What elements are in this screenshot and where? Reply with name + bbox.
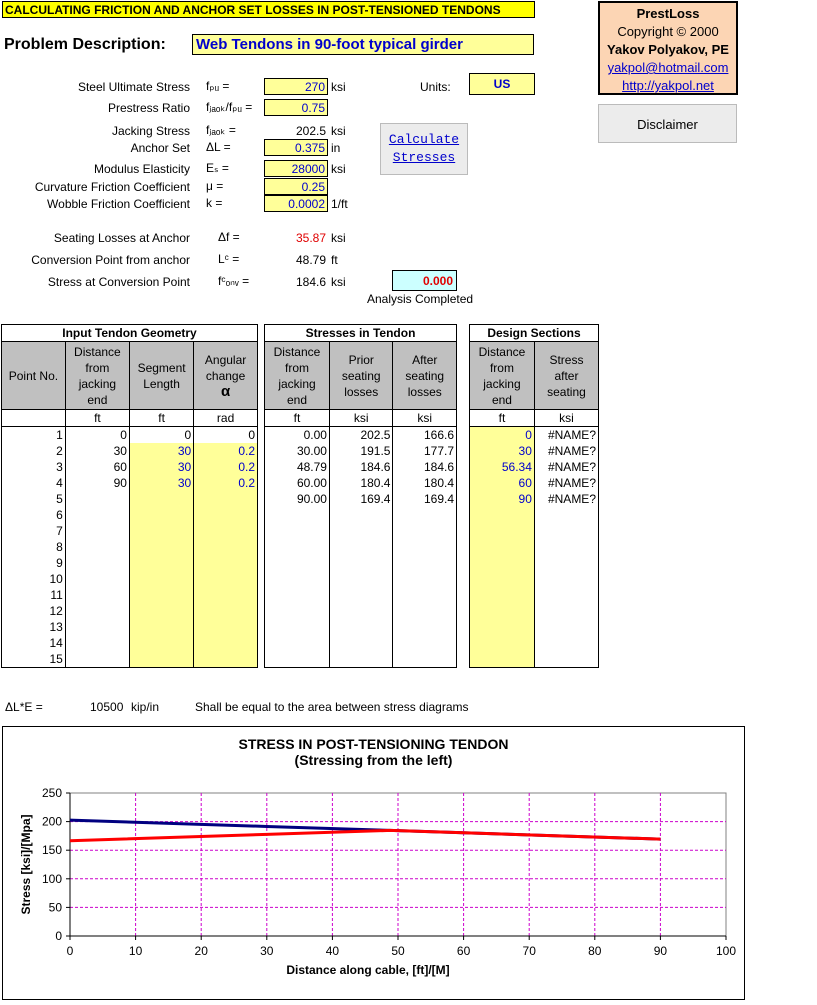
table-cell: 10 [2, 571, 66, 587]
result-label: Conversion Point from anchor [31, 253, 190, 267]
result-value: 184.6 [295, 275, 326, 289]
y-axis-label: Stress [ksi]/[Mpa] [19, 814, 33, 915]
table-cell [329, 555, 393, 571]
x-axis-label: Distance along cable, [ft]/[M] [286, 963, 450, 977]
table-cell[interactable] [129, 635, 193, 651]
table-cell: 3 [2, 459, 66, 475]
table-row [265, 523, 457, 539]
input-label: Steel Ultimate Stress [77, 80, 190, 94]
table-cell[interactable]: 0.2 [194, 475, 258, 491]
table-cell [329, 619, 393, 635]
units-select[interactable]: US [469, 73, 535, 95]
table-cell [265, 619, 330, 635]
table-cell: #NAME? [534, 443, 598, 459]
column-header-text: Distance from jacking end [74, 344, 121, 407]
chart-title: STRESS IN POST-TENSIONING TENDON [238, 736, 509, 752]
table-cell[interactable] [129, 491, 193, 507]
table-cell[interactable] [129, 539, 193, 555]
table-row [2, 475, 258, 491]
table-cell[interactable]: 0.2 [194, 443, 258, 459]
table-cell [393, 651, 457, 668]
column-header [2, 342, 66, 410]
table-header: Input Tendon Geometry [2, 325, 258, 342]
table-cell[interactable] [194, 651, 258, 668]
chart-subtitle: (Stressing from the left) [294, 752, 453, 768]
table-cell [329, 523, 393, 539]
input-label: Anchor Set [130, 141, 190, 155]
table-cell [65, 619, 129, 635]
table-cell [265, 507, 330, 523]
table-cell [65, 539, 129, 555]
table-cell[interactable]: 60 [470, 475, 535, 491]
app-name: PrestLoss [636, 6, 700, 21]
result-label: Seating Losses at Anchor [53, 231, 190, 245]
table-cell[interactable] [129, 571, 193, 587]
column-header-text: Angular change [204, 352, 247, 383]
input-symbol: k = [206, 196, 223, 210]
table-cell[interactable] [470, 539, 535, 555]
table-row [2, 651, 258, 668]
table-cell[interactable]: 0 [194, 427, 258, 444]
anchor-energy-value: 10500 [90, 700, 124, 714]
table-cell [329, 571, 393, 587]
table-cell: 4 [2, 475, 66, 491]
table-cell [65, 507, 129, 523]
x-tick-label: 90 [653, 944, 668, 958]
table-cell [265, 555, 330, 571]
table-cell: 90.00 [265, 491, 330, 507]
y-tick-label: 250 [41, 786, 62, 800]
table-row [265, 475, 457, 491]
table-cell: 30.00 [265, 443, 330, 459]
email-link[interactable]: yakpol@hotmail.com [607, 60, 729, 75]
y-tick-label: 150 [41, 843, 62, 858]
input-symbol: μ = [206, 179, 224, 193]
column-header [65, 342, 129, 410]
table-row [2, 443, 258, 459]
area-check-value: 0.000 [392, 270, 457, 291]
table-row [470, 523, 599, 539]
table-cell[interactable] [129, 523, 193, 539]
x-tick-label: 50 [391, 944, 405, 958]
input-value-field[interactable]: 0.75 [264, 99, 328, 116]
y-tick-label: 100 [41, 871, 62, 886]
table-row [265, 443, 457, 459]
result-unit: ksi [331, 231, 346, 245]
table-cell[interactable] [194, 603, 258, 619]
table-cell [329, 635, 393, 651]
analysis-status: Analysis Completed [367, 292, 474, 306]
unit-cell: ft [265, 410, 330, 427]
input-label: Wobble Friction Coefficient [47, 197, 190, 211]
table-row [265, 619, 457, 635]
x-tick-label: 0 [66, 944, 74, 958]
x-tick-label: 100 [715, 944, 737, 958]
input-symbol: Eₛ = [206, 161, 229, 175]
stress-chart [2, 726, 745, 1000]
table-row [265, 635, 457, 651]
table-cell [65, 523, 129, 539]
result-value: 48.79 [295, 253, 326, 267]
author-name: Yakov Polyakov, PE [607, 42, 729, 57]
column-header [470, 342, 535, 410]
column-header [129, 342, 193, 410]
table-row [470, 507, 599, 523]
table-cell [393, 587, 457, 603]
unit-cell: ft [129, 410, 193, 427]
table-cell: 8 [2, 539, 66, 555]
copyright-text: Copyright © 2000 [617, 24, 719, 39]
table-cell[interactable]: 56.34 [470, 459, 535, 475]
table-cell [265, 603, 330, 619]
anchor-energy-unit: kip/in [131, 700, 160, 714]
calculate-label-line2: Stresses [392, 150, 456, 165]
input-unit: 1/ft [331, 197, 348, 211]
table-cell[interactable] [194, 555, 258, 571]
table-cell: 60 [65, 459, 129, 475]
table-row [2, 539, 258, 555]
column-header [534, 342, 598, 410]
result-unit: ft [331, 253, 338, 267]
table-cell: 202.5 [329, 427, 393, 444]
table-row [265, 555, 457, 571]
table-cell[interactable]: 30 [470, 443, 535, 459]
table-cell [534, 555, 598, 571]
input-computed-value: 202.5 [295, 124, 326, 138]
table-cell [329, 651, 393, 668]
input-value-field[interactable]: 0.375 [264, 139, 328, 156]
table-cell[interactable] [129, 651, 193, 668]
table-cell [393, 555, 457, 571]
chart-plot [3, 769, 744, 999]
table-cell: 14 [2, 635, 66, 651]
table-row [2, 427, 258, 444]
table-header: Stresses in Tendon [265, 325, 457, 342]
unit-cell: ksi [329, 410, 393, 427]
x-tick-label: 80 [588, 944, 602, 958]
table-cell: 13 [2, 619, 66, 635]
units-label: Units: [420, 80, 451, 94]
table-cell [393, 635, 457, 651]
tendon-geometry-table [1, 324, 258, 668]
table-cell: 6 [2, 507, 66, 523]
column-header-text: Distance from jacking end [478, 344, 526, 407]
column-header-text: After seating losses [405, 352, 445, 399]
input-value-field[interactable]: 0.0002 [264, 195, 328, 212]
x-tick-label: 10 [128, 944, 143, 958]
table-cell[interactable] [129, 587, 193, 603]
result-value: 35.87 [295, 231, 326, 245]
table-cell[interactable] [194, 491, 258, 507]
input-label: Jacking Stress [111, 124, 190, 138]
table-cell [329, 507, 393, 523]
table-cell[interactable]: 30 [129, 459, 193, 475]
table-cell [265, 651, 330, 668]
table-row [265, 603, 457, 619]
table-cell [534, 603, 598, 619]
table-cell: 7 [2, 523, 66, 539]
x-tick-label: 20 [194, 944, 208, 958]
table-cell[interactable] [129, 555, 193, 571]
table-cell: #NAME? [534, 491, 598, 507]
table-cell [393, 507, 457, 523]
table-cell[interactable]: 30 [129, 475, 193, 491]
table-cell: 60.00 [265, 475, 330, 491]
unit-cell: ft [65, 410, 129, 427]
table-row [265, 427, 457, 444]
table-cell [534, 507, 598, 523]
table-cell: 90 [65, 475, 129, 491]
input-value-field[interactable]: 270 [264, 78, 328, 95]
table-row [470, 443, 599, 459]
table-row [265, 587, 457, 603]
table-cell [534, 619, 598, 635]
table-cell [329, 539, 393, 555]
table-cell[interactable] [129, 507, 193, 523]
table-cell: 11 [2, 587, 66, 603]
table-row [2, 555, 258, 571]
table-cell: 169.4 [329, 491, 393, 507]
x-tick-label: 30 [260, 944, 274, 958]
table-cell: 15 [2, 651, 66, 668]
table-row [470, 427, 599, 444]
table-cell: #NAME? [534, 459, 598, 475]
table-cell [65, 491, 129, 507]
calculate-stresses-button[interactable] [380, 123, 468, 175]
table-row [470, 555, 599, 571]
calculate-label-line1: Calculate [388, 132, 460, 147]
table-row [470, 651, 599, 668]
table-cell[interactable] [194, 523, 258, 539]
column-header-text: Stress after seating [547, 352, 586, 399]
y-tick-label: 0 [55, 929, 62, 943]
table-cell [393, 539, 457, 555]
table-row [2, 459, 258, 475]
table-cell[interactable] [129, 619, 193, 635]
table-cell[interactable] [194, 571, 258, 587]
result-label: Stress at Conversion Point [47, 275, 190, 289]
y-tick-label: 50 [48, 900, 62, 915]
table-cell[interactable]: 30 [129, 443, 193, 459]
y-tick-label: 200 [41, 814, 62, 829]
result-symbol: fᶜₒₙᵥ = [218, 274, 250, 288]
table-cell [265, 587, 330, 603]
column-header [265, 342, 330, 410]
input-symbol: ΔL = [206, 140, 231, 154]
table-cell[interactable] [470, 507, 535, 523]
table-cell[interactable] [470, 571, 535, 587]
unit-cell: rad [194, 410, 258, 427]
table-row [265, 539, 457, 555]
table-cell [65, 651, 129, 668]
table-cell: 184.6 [329, 459, 393, 475]
input-label: Prestress Ratio [107, 101, 190, 115]
table-cell [265, 539, 330, 555]
input-label: Modulus Elasticity [93, 162, 190, 176]
table-row [265, 651, 457, 668]
table-cell: 12 [2, 603, 66, 619]
page-title: CALCULATING FRICTION AND ANCHOR SET LOSSES IN POST-TENSIONED TENDONS [2, 1, 535, 18]
input-symbol: fⱼₐₒₖ/fₚᵤ = [206, 100, 253, 114]
table-row [265, 459, 457, 475]
table-cell [329, 603, 393, 619]
table-cell: 184.6 [393, 459, 457, 475]
table-cell [534, 523, 598, 539]
table-row [265, 491, 457, 507]
website-link[interactable]: http://yakpol.net [622, 78, 714, 93]
table-cell: 177.7 [393, 443, 457, 459]
input-symbol: fₚᵤ = [206, 79, 230, 93]
table-cell [393, 619, 457, 635]
column-header-text: Prior seating losses [341, 352, 381, 399]
prestloss-info-box [598, 1, 738, 95]
table-row [2, 507, 258, 523]
table-row [2, 523, 258, 539]
table-row [2, 603, 258, 619]
table-cell: 169.4 [393, 491, 457, 507]
table-cell [393, 571, 457, 587]
input-value-field[interactable]: 0.25 [264, 178, 328, 195]
column-header [329, 342, 393, 410]
table-cell: 191.5 [329, 443, 393, 459]
table-cell [65, 555, 129, 571]
table-cell[interactable] [194, 635, 258, 651]
anchor-energy-note: Shall be equal to the area between stress diagrams [195, 700, 469, 714]
alpha-symbol: α [220, 382, 231, 400]
table-cell: #NAME? [534, 475, 598, 491]
column-header [194, 342, 258, 410]
table-cell[interactable]: 0 [129, 427, 193, 444]
input-value-field[interactable]: 28000 [264, 160, 328, 177]
table-row [470, 635, 599, 651]
table-cell: 0 [65, 427, 129, 444]
table-row [470, 459, 599, 475]
table-cell[interactable] [470, 651, 535, 668]
table-cell: 30 [65, 443, 129, 459]
table-row [470, 587, 599, 603]
unit-cell [2, 410, 66, 427]
table-cell[interactable] [194, 539, 258, 555]
table-cell: 9 [2, 555, 66, 571]
table-header: Design Sections [470, 325, 599, 342]
anchor-energy-label: ΔL*E = [5, 700, 43, 714]
table-cell[interactable] [129, 603, 193, 619]
design-sections-table [469, 324, 599, 668]
table-row [2, 587, 258, 603]
input-unit: ksi [331, 80, 346, 94]
table-row [470, 475, 599, 491]
table-cell [534, 571, 598, 587]
table-cell[interactable] [470, 619, 535, 635]
table-cell [393, 523, 457, 539]
x-tick-label: 60 [456, 944, 471, 958]
table-row [265, 507, 457, 523]
table-row [470, 571, 599, 587]
table-cell [329, 587, 393, 603]
table-row [2, 491, 258, 507]
column-header [393, 342, 457, 410]
column-header-text: Segment Length [137, 360, 186, 391]
table-cell: #NAME? [534, 427, 598, 444]
table-cell [534, 587, 598, 603]
input-unit: in [331, 141, 341, 155]
column-header-text: Distance from jacking end [273, 344, 321, 407]
problem-description-label: Problem Description: [4, 36, 166, 53]
table-cell: 180.4 [393, 475, 457, 491]
result-symbol: Δf = [218, 230, 240, 244]
table-cell [534, 539, 598, 555]
table-cell[interactable] [470, 587, 535, 603]
table-row [2, 635, 258, 651]
table-cell [393, 603, 457, 619]
table-cell [265, 635, 330, 651]
input-unit: ksi [331, 124, 346, 138]
table-row [2, 619, 258, 635]
table-cell[interactable] [470, 635, 535, 651]
table-cell[interactable]: 0 [470, 427, 535, 444]
table-row [470, 619, 599, 635]
table-cell [534, 635, 598, 651]
table-cell[interactable]: 0.2 [194, 459, 258, 475]
table-cell: 1 [2, 427, 66, 444]
table-cell [265, 571, 330, 587]
input-symbol: fⱼₐₒₖ = [206, 123, 236, 137]
table-cell: 5 [2, 491, 66, 507]
table-cell[interactable] [470, 555, 535, 571]
disclaimer-button[interactable]: Disclaimer [598, 104, 737, 143]
table-cell: 180.4 [329, 475, 393, 491]
stresses-table [264, 324, 457, 668]
unit-cell: ksi [393, 410, 457, 427]
input-unit: ksi [331, 162, 346, 176]
table-cell: 2 [2, 443, 66, 459]
table-row [470, 539, 599, 555]
table-cell[interactable] [194, 587, 258, 603]
column-header-text: Point No. [8, 368, 59, 383]
table-cell[interactable] [470, 523, 535, 539]
x-tick-label: 40 [325, 944, 340, 958]
table-row [470, 491, 599, 507]
x-tick-label: 70 [522, 944, 536, 958]
table-row [470, 603, 599, 619]
problem-description-field[interactable]: Web Tendons in 90-foot typical girder [192, 34, 534, 55]
table-cell [265, 523, 330, 539]
table-cell [65, 603, 129, 619]
result-symbol: Lᶜ = [218, 252, 240, 266]
table-cell: 48.79 [265, 459, 330, 475]
table-cell [65, 587, 129, 603]
input-label: Curvature Friction Coefficient [34, 180, 190, 194]
table-cell [65, 571, 129, 587]
table-row [2, 571, 258, 587]
unit-cell: ksi [534, 410, 598, 427]
table-cell: 166.6 [393, 427, 457, 444]
table-row [265, 571, 457, 587]
table-cell[interactable] [194, 619, 258, 635]
table-cell[interactable] [470, 603, 535, 619]
table-cell: 0.00 [265, 427, 330, 444]
table-cell[interactable] [194, 507, 258, 523]
unit-cell: ft [470, 410, 535, 427]
result-unit: ksi [331, 275, 346, 289]
table-cell [65, 635, 129, 651]
table-cell[interactable]: 90 [470, 491, 535, 507]
table-cell [534, 651, 598, 668]
